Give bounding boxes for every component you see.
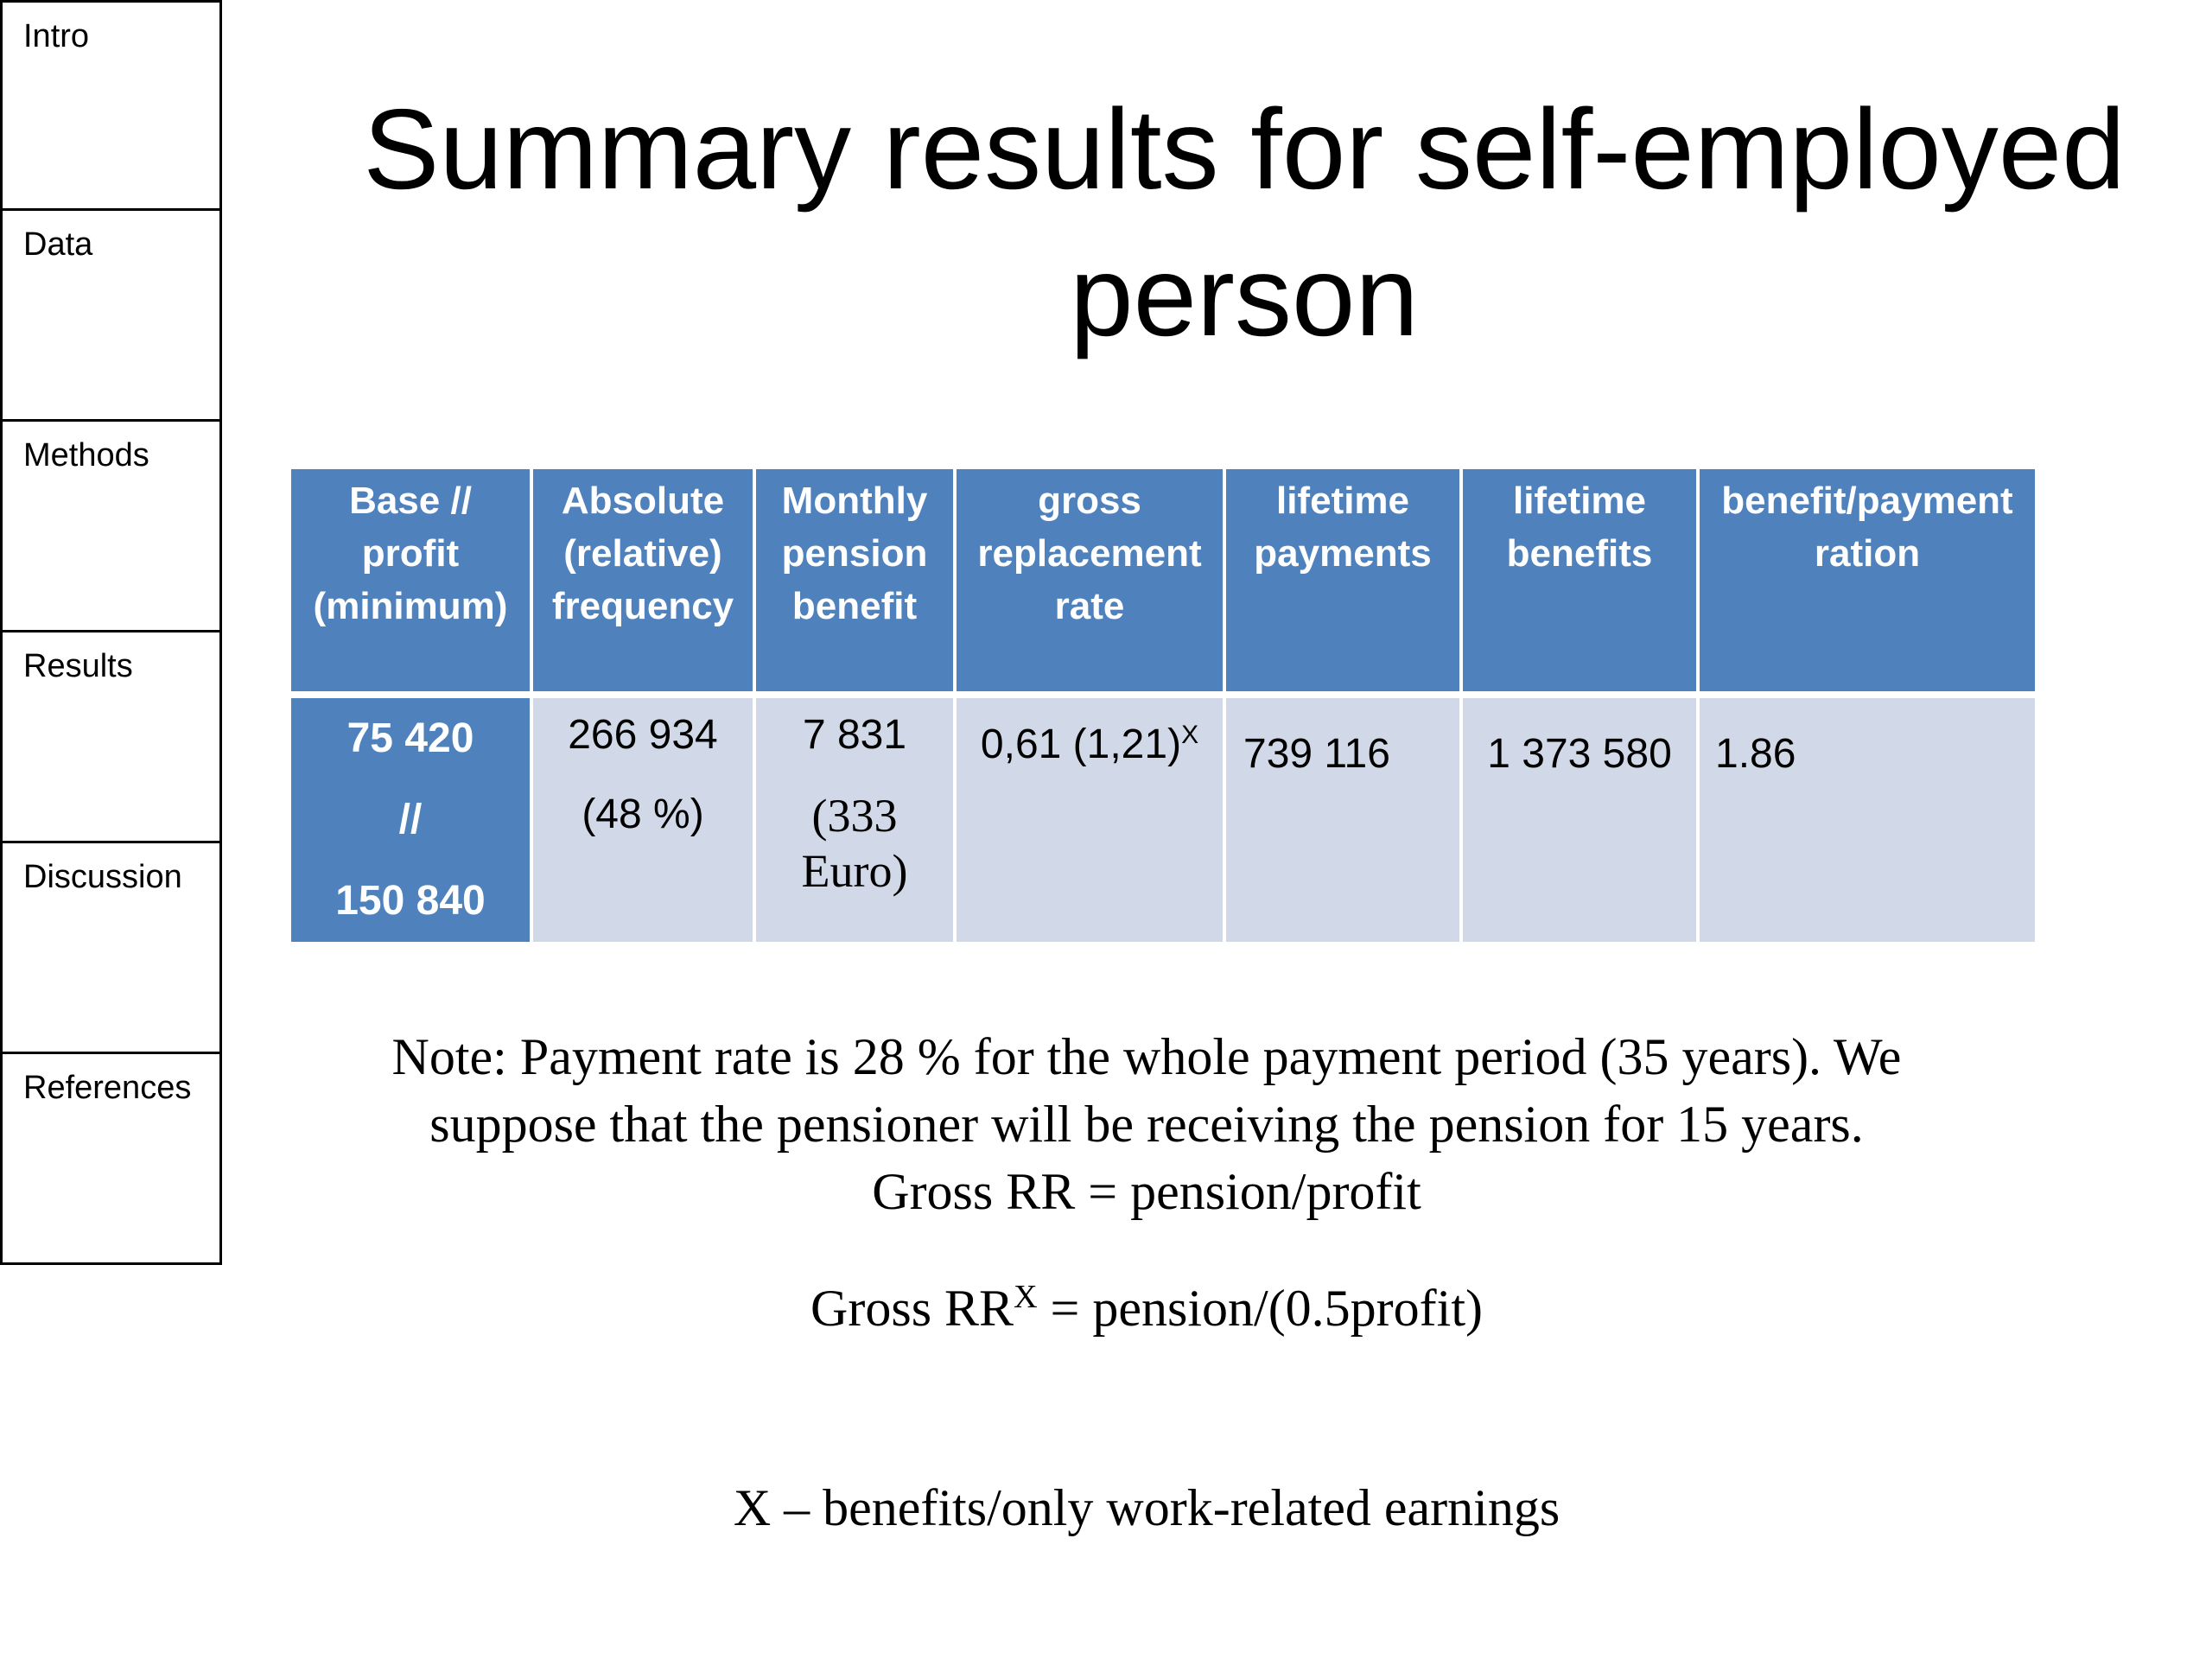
nav-item-label: Methods	[23, 437, 149, 474]
nav-item-data[interactable]	[0, 211, 222, 422]
nav-item-label: Results	[23, 648, 133, 684]
table-row	[291, 698, 2035, 942]
note-line-2: suppose that the pensioner will be receiving the pension for 15 years.	[429, 1096, 1864, 1153]
nav-item-label: Discussion	[23, 859, 182, 895]
nav-item-references[interactable]	[0, 1054, 222, 1265]
base-profit: 150 840	[335, 878, 486, 924]
nav-item-methods[interactable]	[0, 422, 222, 632]
note-formula-gross-rr: Gross RR = pension/profit	[872, 1163, 1421, 1220]
cell-frequency	[533, 698, 756, 942]
header-frequency: Absolute (relative) frequency	[533, 469, 756, 698]
nav-item-label: Intro	[23, 18, 90, 54]
nav-item-label: Data	[23, 226, 93, 263]
monthly-euro-2: Euro)	[801, 845, 908, 897]
lifetime-benefits-value: 1 373 580	[1487, 731, 1672, 777]
grr-superscript: X	[1181, 721, 1199, 749]
grr-value: 0,61 (1,21)	[980, 721, 1182, 767]
slide-title: Summary results for self-employed person	[363, 86, 2126, 359]
cell-replacement-rate	[957, 698, 1226, 942]
cell-base	[291, 698, 533, 942]
nav-item-intro[interactable]	[0, 0, 222, 211]
header-base: Base // profit (minimum)	[291, 469, 533, 698]
frequency-absolute: 266 934	[568, 712, 718, 758]
ratio-value: 1.86	[1715, 731, 1796, 777]
cell-ratio	[1700, 698, 2035, 942]
monthly-euro-1: (333	[811, 790, 898, 842]
header-ratio: benefit/payment ration	[1700, 469, 2035, 698]
header-replacement-rate: gross replacement rate	[957, 469, 1226, 698]
nav-item-results[interactable]	[0, 632, 222, 843]
cell-lifetime-benefits	[1463, 698, 1700, 942]
formula-x-right: = pension/(0.5profit)	[1037, 1280, 1483, 1337]
formula-x-left: Gross RR	[810, 1280, 1014, 1337]
base-separator: //	[398, 797, 423, 842]
results-table	[291, 469, 2035, 942]
header-lifetime-benefits: lifetime benefits	[1463, 469, 1700, 698]
header-lifetime-payments: lifetime payments	[1226, 469, 1463, 698]
header-monthly-pension: Monthly pension benefit	[756, 469, 957, 698]
frequency-relative: (48 %)	[582, 791, 704, 837]
cell-monthly	[756, 698, 957, 942]
nav-item-label: References	[23, 1070, 192, 1106]
nav-item-discussion[interactable]	[0, 843, 222, 1054]
lifetime-payments-value: 739 116	[1243, 731, 1390, 777]
grr-value-wrap	[963, 705, 1216, 775]
monthly-value: 7 831	[802, 712, 907, 758]
cell-lifetime-payments	[1226, 698, 1463, 942]
table-header-row	[291, 469, 2035, 698]
note-formula-gross-rr-x	[291, 1263, 2002, 1342]
formula-x-superscript: X	[1014, 1279, 1038, 1315]
note-line-1: Note: Payment rate is 28 % for the whole payment period (35 years). We	[391, 1028, 1902, 1085]
section-nav	[0, 0, 222, 1265]
base-min: 75 420	[346, 715, 474, 761]
note-legend-x: X – benefits/only work-related earnings	[733, 1479, 1560, 1536]
